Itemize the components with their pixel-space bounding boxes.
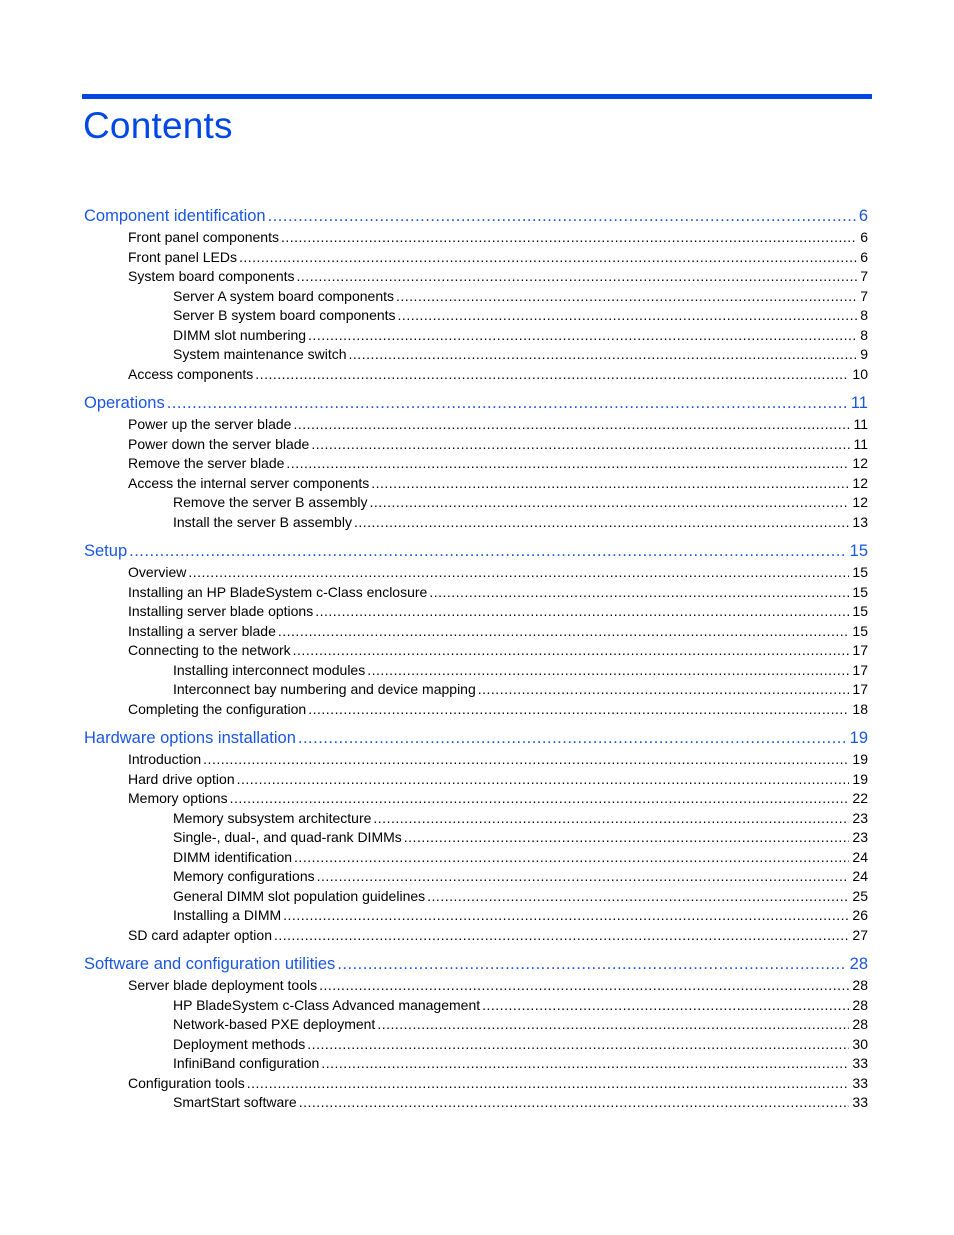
toc-entry-label: Software and configuration utilities (84, 955, 336, 973)
toc-page-number: 19 (852, 751, 868, 767)
toc-entry-label: Power up the server blade (128, 416, 292, 432)
toc-entry-label: SD card adapter option (128, 926, 272, 943)
toc-entry-installing-a-dimm[interactable] (0, 906, 868, 926)
toc-entry-install-the-server-b-assembly[interactable] (0, 513, 868, 533)
toc-entry-setup[interactable] (0, 540, 868, 563)
toc-entry-label: Connecting to the network (128, 642, 291, 658)
toc-entry-operations[interactable] (0, 392, 868, 415)
toc-page-number: 15 (849, 542, 868, 560)
toc-entry-software-and-configuration-utilities[interactable] (0, 953, 868, 976)
toc-page-number: 23 (852, 809, 868, 826)
toc-page-number: 15 (852, 622, 868, 639)
toc-page-number: 12 (852, 455, 868, 471)
toc-page-number: 28 (849, 955, 868, 973)
dot-leader (367, 661, 849, 681)
toc-page-number: 27 (852, 926, 868, 943)
toc-entry-label: Network-based PXE deployment (173, 1016, 376, 1032)
toc-entry-introduction[interactable] (0, 750, 868, 770)
toc-entry-connecting-to-the-network[interactable] (0, 641, 868, 661)
dot-leader (315, 602, 849, 622)
toc-page-number: 19 (849, 729, 868, 747)
toc-entry-dimm-identification[interactable] (0, 848, 868, 868)
toc-entry-installing-an-hp-bladesystem-c-class-enclosure[interactable] (0, 583, 868, 603)
toc-page-number: 12 (852, 474, 868, 491)
toc-page-number: 24 (852, 868, 868, 884)
toc-page-number: 19 (852, 770, 868, 787)
toc-entry-system-maintenance-switch[interactable] (0, 345, 868, 365)
dot-leader (337, 953, 846, 976)
toc-page-number: 9 (860, 346, 868, 362)
toc-entry-memory-options[interactable] (0, 789, 868, 809)
toc-page-number: 33 (852, 1055, 868, 1071)
dot-leader (274, 926, 849, 946)
dot-leader (307, 1035, 849, 1055)
toc-entry-label: Server A system board components (173, 287, 394, 304)
page-title: Contents (83, 105, 233, 146)
toc-entry-network-based-pxe-deployment[interactable] (0, 1015, 868, 1035)
toc-entry-label: Interconnect bay numbering and device mapping (173, 681, 476, 697)
toc-entry-interconnect-bay-numbering-and-device-mapping[interactable] (0, 680, 868, 700)
dot-leader (349, 345, 858, 365)
toc-entry-memory-configurations[interactable] (0, 867, 868, 887)
toc-entry-label: Setup (84, 542, 128, 560)
toc-page-number: 6 (858, 207, 868, 225)
toc-page-number: 30 (852, 1035, 868, 1052)
dot-leader (203, 750, 849, 770)
toc-page-number: 25 (852, 887, 868, 904)
toc-entry-label: Power down the server blade (128, 435, 310, 452)
toc-section-setup (0, 540, 954, 719)
dot-leader (299, 1093, 850, 1113)
toc-entry-label: Component identification (84, 207, 266, 225)
toc-entry-label: Single-, dual-, and quad-rank DIMMs (173, 829, 402, 845)
toc-entry-overview[interactable] (0, 563, 868, 583)
toc-entry-hard-drive-option[interactable] (0, 770, 868, 790)
dot-leader (294, 848, 849, 868)
toc-entry-label: Overview (128, 564, 187, 580)
toc-section-operations (0, 392, 954, 532)
toc-page-number: 24 (852, 848, 868, 865)
dot-leader (317, 867, 850, 887)
toc-entry-label: Installing a DIMM (173, 907, 282, 923)
toc-page-number: 28 (852, 996, 868, 1013)
toc-page-number: 7 (860, 287, 868, 304)
dot-leader (308, 326, 857, 346)
toc-entry-smartstart-software[interactable] (0, 1093, 868, 1113)
toc-entry-installing-a-server-blade[interactable] (0, 622, 868, 642)
dot-leader (308, 700, 849, 720)
toc-entry-server-b-system-board-components[interactable] (0, 306, 868, 326)
dot-leader (230, 789, 850, 809)
toc-entry-label: Installing an HP BladeSystem c-Class enclosure (128, 583, 428, 600)
toc-entry-single-dual-and-quad-rank-dimms[interactable] (0, 828, 868, 848)
toc-entry-access-the-internal-server-components[interactable] (0, 474, 868, 494)
dot-leader (311, 435, 850, 455)
dot-leader (286, 454, 849, 474)
toc-entry-label: Access components (128, 365, 254, 382)
dot-leader (370, 493, 850, 513)
toc-entry-label: Operations (84, 394, 165, 412)
toc-entry-deployment-methods[interactable] (0, 1035, 868, 1055)
toc-page-number: 11 (850, 394, 868, 412)
toc-page-number: 6 (860, 229, 868, 245)
dot-leader (404, 828, 850, 848)
toc-page-number: 15 (852, 564, 868, 580)
toc-entry-label: System maintenance switch (173, 346, 347, 362)
toc-section-software-and-configuration-utilities (0, 953, 954, 1113)
dot-leader (281, 228, 857, 248)
toc-page-number: 22 (852, 790, 868, 806)
toc-page-number: 28 (852, 977, 868, 993)
toc-entry-label: Access the internal server components (128, 474, 370, 491)
toc-entry-configuration-tools[interactable] (0, 1074, 868, 1094)
dot-leader (268, 205, 856, 228)
toc-entry-label: Memory subsystem architecture (173, 809, 372, 826)
toc-entry-label: Server B system board components (173, 307, 396, 323)
toc-entry-label: Deployment methods (173, 1035, 306, 1052)
toc-entry-hp-bladesystem-c-class-advanced-management[interactable] (0, 996, 868, 1016)
toc-page-number: 28 (852, 1016, 868, 1032)
toc-page-number: 13 (852, 513, 868, 530)
dot-leader (371, 474, 849, 494)
toc-entry-label: Install the server B assembly (173, 513, 352, 530)
dot-leader (297, 267, 858, 287)
toc-entry-installing-interconnect-modules[interactable] (0, 661, 868, 681)
toc-entry-label: System board components (128, 268, 295, 284)
toc-page-number: 8 (860, 307, 868, 323)
toc-entry-label: Installing server blade options (128, 603, 314, 619)
toc-entry-label: Remove the server blade (128, 455, 285, 471)
dot-leader (478, 680, 850, 700)
toc-page-number: 23 (852, 829, 868, 845)
toc-section-hardware-options-installation (0, 727, 954, 945)
toc-entry-power-down-the-server-blade[interactable] (0, 435, 868, 455)
toc-entry-dimm-slot-numbering[interactable] (0, 326, 868, 346)
toc-page-number: 12 (852, 494, 868, 510)
toc-page-number: 11 (853, 435, 868, 452)
toc-page-number: 18 (852, 700, 868, 717)
toc-entry-component-identification[interactable] (0, 205, 868, 228)
dot-leader (293, 415, 850, 435)
toc-entry-label: Introduction (128, 751, 202, 767)
toc-page-number: 15 (852, 583, 868, 600)
toc-entry-label: Remove the server B assembly (173, 494, 368, 510)
toc-entry-front-panel-leds[interactable] (0, 248, 868, 268)
dot-leader (247, 1074, 850, 1094)
toc-entry-front-panel-components[interactable] (0, 228, 868, 248)
toc-page-number: 33 (852, 1094, 868, 1110)
toc-page-number: 8 (860, 326, 868, 343)
toc-entry-memory-subsystem-architecture[interactable] (0, 809, 868, 829)
toc-entry-label: General DIMM slot population guidelines (173, 887, 426, 904)
toc-entry-installing-server-blade-options[interactable] (0, 602, 868, 622)
toc-entry-system-board-components[interactable] (0, 267, 868, 287)
toc-entry-label: Memory configurations (173, 868, 315, 884)
toc-entry-label: Installing a server blade (128, 622, 276, 639)
toc-page-number: 7 (860, 268, 868, 284)
toc-page-number: 33 (852, 1074, 868, 1091)
toc-page-number: 11 (853, 416, 868, 432)
toc-section-component-identification (0, 205, 954, 384)
dot-leader (373, 809, 849, 829)
toc-entry-power-up-the-server-blade[interactable] (0, 415, 868, 435)
dot-leader (398, 306, 858, 326)
toc-entry-sd-card-adapter-option[interactable] (0, 926, 868, 946)
toc-page-number: 17 (852, 661, 868, 678)
dot-leader (237, 770, 850, 790)
dot-leader (319, 976, 849, 996)
toc-entry-label: DIMM identification (173, 848, 293, 865)
toc-entry-label: Hardware options installation (84, 729, 296, 747)
toc-page-number: 10 (852, 365, 868, 382)
toc-entry-label: Front panel components (128, 229, 279, 245)
toc-entry-label: Memory options (128, 790, 228, 806)
toc-entry-remove-the-server-b-assembly[interactable] (0, 493, 868, 513)
dot-leader (129, 540, 847, 563)
dot-leader (255, 365, 849, 385)
dot-leader (188, 563, 849, 583)
toc-page-number: 17 (852, 642, 868, 658)
dot-leader (293, 641, 850, 661)
dot-leader (278, 622, 850, 642)
toc-page-number: 6 (860, 248, 868, 265)
dot-leader (298, 727, 847, 750)
toc-entry-label: InfiniBand configuration (173, 1055, 320, 1071)
toc-entry-infiniband-configuration[interactable] (0, 1054, 868, 1074)
dot-leader (482, 996, 849, 1016)
toc-entry-server-a-system-board-components[interactable] (0, 287, 868, 307)
toc-entry-label: Hard drive option (128, 770, 235, 787)
toc-page-number: 26 (852, 907, 868, 923)
toc-page-number: 17 (852, 681, 868, 697)
toc-entry-remove-the-server-blade[interactable] (0, 454, 868, 474)
table-of-contents (0, 205, 954, 1121)
toc-entry-hardware-options-installation[interactable] (0, 727, 868, 750)
toc-entry-label: Front panel LEDs (128, 248, 237, 265)
toc-entry-label: HP BladeSystem c-Class Advanced management (173, 996, 481, 1013)
dot-leader (427, 887, 849, 907)
dot-leader (167, 392, 848, 415)
toc-entry-label: Configuration tools (128, 1074, 245, 1091)
toc-entry-access-components[interactable] (0, 365, 868, 385)
dot-leader (396, 287, 857, 307)
dot-leader (429, 583, 849, 603)
toc-page-number: 15 (852, 603, 868, 619)
title-rule (82, 94, 872, 99)
toc-entry-server-blade-deployment-tools[interactable] (0, 976, 868, 996)
toc-entry-general-dimm-slot-population-guidelines[interactable] (0, 887, 868, 907)
toc-entry-label: DIMM slot numbering (173, 326, 307, 343)
dot-leader (377, 1015, 849, 1035)
toc-entry-label: SmartStart software (173, 1094, 297, 1110)
dot-leader (239, 248, 857, 268)
toc-entry-label: Server blade deployment tools (128, 977, 318, 993)
toc-entry-completing-the-configuration[interactable] (0, 700, 868, 720)
dot-leader (354, 513, 849, 533)
dot-leader (283, 906, 849, 926)
dot-leader (321, 1054, 849, 1074)
toc-entry-label: Completing the configuration (128, 700, 307, 717)
toc-entry-label: Installing interconnect modules (173, 661, 366, 678)
